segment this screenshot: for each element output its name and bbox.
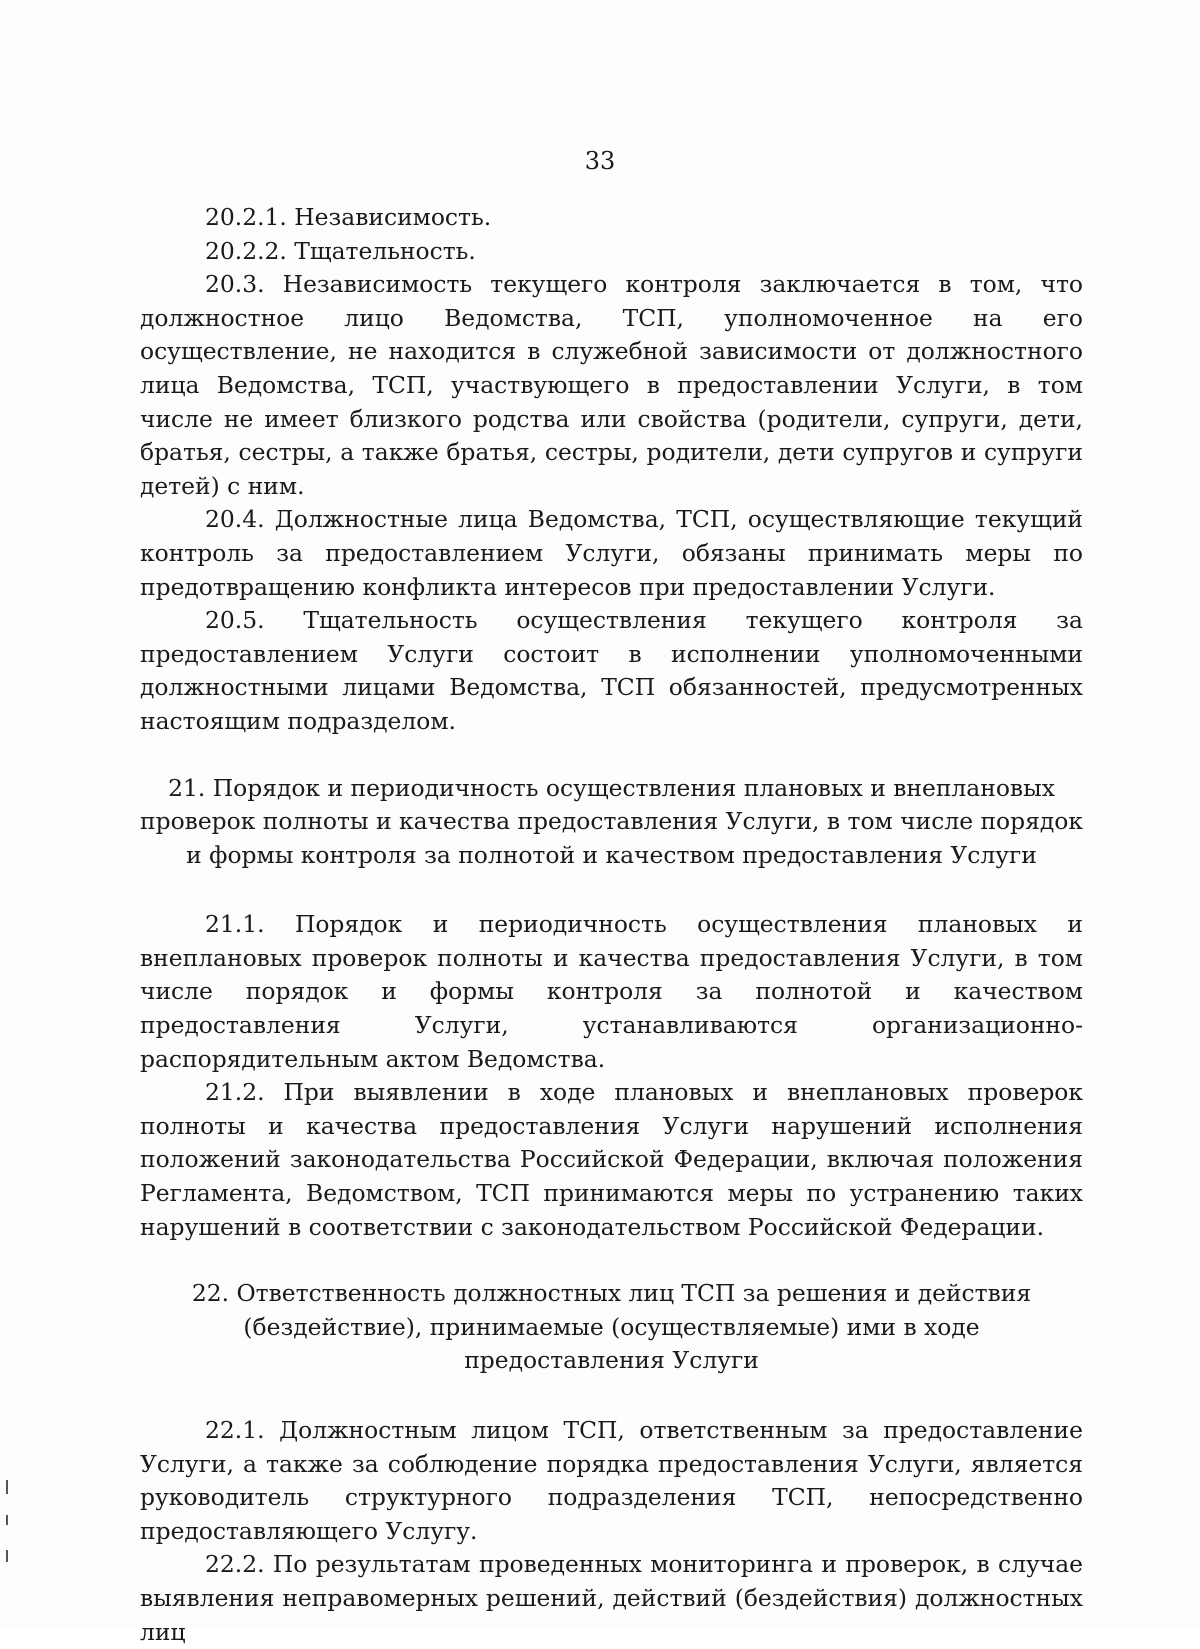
heading-line: 21. Порядок и периодичность осуществления плановых и внеплановых xyxy=(168,773,1055,802)
heading-line: 22. Ответственность должностных лиц ТСП за решения и действия xyxy=(191,1279,1032,1308)
scan-edge-mark xyxy=(6,1480,8,1494)
paragraph-20-3: 20.3. Независимость текущего контроля заключается в том, что должностное лицо Ведомства, ТСП, уполномоченное на его осуществление, не находится в служебной зависимости от должностного лица Ведомства, ТСП, участвующего в предоставлении Услуги, в том числе не имеет близкого родства или свойства (родители, супруги, дети, братья, сестры, а также братья, сестры, родители, дети супругов и супруги детей) с ним. xyxy=(140,270,1083,500)
spacer xyxy=(140,872,1083,908)
scan-edge-mark xyxy=(6,1550,8,1562)
section-21-heading xyxy=(140,772,1083,873)
page-number: 33 xyxy=(584,147,616,175)
paragraph-20-2-2: 20.2.2. Тщательность. xyxy=(205,236,476,265)
spacer xyxy=(140,1378,1083,1414)
paragraph-21-1: 21.1. Порядок и периодичность осуществления плановых и внеплановых проверок полноты и качества предоставления Услуги, в том числе порядок и формы контроля за полнотой и качеством предоставления Услуги, устанавливаются организационно-распорядительным актом Ведомства. xyxy=(140,910,1083,1073)
paragraph-21-2: 21.2. При выявлении в ходе плановых и внеплановых проверок полноты и качества предоставления Услуги нарушений исполнения положений законодательства Российской Федерации, включая положения Регламента, Ведомством, ТСП принимаются меры по устранению таких нарушений в соответствии с законодательством Российской Федерации. xyxy=(140,1078,1083,1241)
paragraph-22-1: 22.1. Должностным лицом ТСП, ответственным за предоставление Услуги, а также за соблюдение порядка предоставления Услуги, является руководитель структурного подразделения ТСП, непосредственно предоставляющего Услугу. xyxy=(140,1416,1083,1545)
heading-line: и формы контроля за полнотой и качеством предоставления Услуги xyxy=(186,840,1037,869)
paragraph-20-2-1: 20.2.1. Независимость. xyxy=(205,203,492,231)
spacer xyxy=(140,1244,1083,1277)
paragraph-20-4: 20.4. Должностные лица Ведомства, ТСП, осуществляющие текущий контроль за предоставлением Услуги, обязаны принимать меры по предотвращению конфликта интересов при предоставлении Услуги. xyxy=(140,505,1083,601)
heading-line: проверок полноты и качества предоставления Услуги, в том числе порядок xyxy=(140,807,1083,836)
document-body xyxy=(140,201,1083,1649)
spacer xyxy=(140,739,1083,772)
heading-line: (бездействие), принимаемые (осуществляемые) ими в ходе предоставления Услуги xyxy=(243,1312,980,1375)
paragraph-20-5: 20.5. Тщательность осуществления текущего контроля за предоставлением Услуги состоит в исполнении уполномоченными должностными лицами Ведомства, ТСП обязанностей, предусмотренных настоящим подразделом. xyxy=(140,606,1083,735)
section-22-heading xyxy=(140,1277,1083,1378)
paragraph-22-2: 22.2. По результатам проведенных мониторинга и проверок, в случае выявления неправомерных решений, действий (бездействия) должностных лиц xyxy=(140,1550,1083,1646)
scan-edge-mark xyxy=(6,1515,8,1525)
